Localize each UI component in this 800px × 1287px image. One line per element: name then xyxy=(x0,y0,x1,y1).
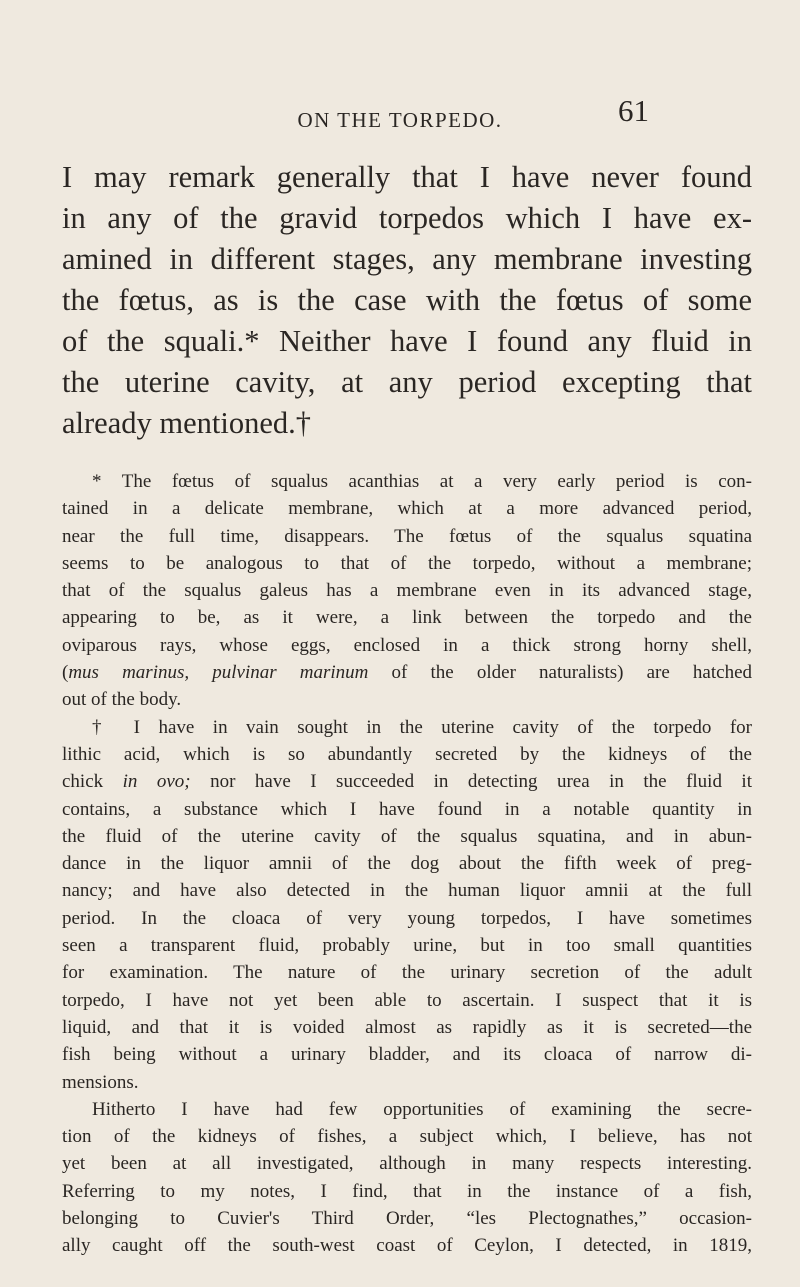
footnote-line: that of the squalus galeus has a membrane even in its advanced stage, xyxy=(62,580,752,602)
footnote-dagger xyxy=(62,714,752,1260)
text-line: I may remark generally that I have never found xyxy=(62,160,752,194)
text-line: the fœtus, as is the case with the fœtus of some xyxy=(62,283,752,317)
footnote-line: torpedo, I have not yet been able to ascertain. I suspect that it is xyxy=(62,989,752,1011)
text-line: in any of the gravid torpedos which I have ex- xyxy=(62,201,752,235)
footnotes xyxy=(62,468,752,1260)
footnote-line: for examination. The nature of the urinary secretion of the adult xyxy=(62,962,752,984)
footnote-line: lithic acid, which is so abundantly secreted by the kidneys of the xyxy=(62,743,752,765)
footnote-line: oviparous rays, whose eggs, enclosed in a thick strong horny shell, xyxy=(62,634,752,656)
footnote-line: tained in a delicate membrane, which at a more advanced period, xyxy=(62,498,752,520)
footnote-line: belonging to Cuvier's Third Order, “les Plectognathes,” occasion- xyxy=(62,1208,752,1230)
footnote-line: Hitherto I have had few opportunities of examining the secre- xyxy=(92,1098,752,1120)
footnote-line: nancy; and have also detected in the human liquor amnii at the full xyxy=(62,880,752,902)
footnote-line: fish being without a urinary bladder, and its cloaca of narrow di- xyxy=(62,1044,752,1066)
footnote-line xyxy=(62,768,752,795)
text-line: amined in different stages, any membrane investing xyxy=(62,242,752,276)
footnote-line: liquid, and that it is voided almost as rapidly as it is secreted—the xyxy=(62,1016,752,1038)
footnote-line: yet been at all investigated, although in many respects interesting. xyxy=(62,1153,752,1175)
footnote-line: seen a transparent fluid, probably urine, but in too small quantities xyxy=(62,935,752,957)
footnote-italic-text: mus marinus, pulvinar marinum xyxy=(68,662,369,684)
running-head: ON THE TORPEDO. xyxy=(297,108,503,132)
footnote-line: dance in the liquor amnii of the dog about the fifth week of preg- xyxy=(62,853,752,875)
footnote-line: near the full time, disappears. The fœtus of the squalus squatina xyxy=(62,525,752,547)
footnote-text: nor have I succeeded in detecting urea in the fluid it xyxy=(190,771,752,793)
footnote-line: the fluid of the uterine cavity of the squalus squatina, and in abun- xyxy=(62,825,752,847)
footnote-line: period. In the cloaca of very young torpedos, I have sometimes xyxy=(62,907,752,929)
footnote-line: out of the body. xyxy=(62,689,182,711)
footnote-line: † I have in vain sought in the uterine cavity of the torpedo for xyxy=(92,716,752,738)
footnote-asterisk xyxy=(62,468,752,714)
footnote-text: of the older naturalists) are hatched xyxy=(368,662,753,684)
footnote-line: ally caught off the south-west coast of Ceylon, I detected, in 1819, xyxy=(62,1235,752,1257)
page-number: 61 xyxy=(618,93,649,128)
text-line: the uterine cavity, at any period excepting that xyxy=(62,365,752,399)
text-line: of the squali.* Neither have I found any fluid in xyxy=(62,324,752,358)
footnote-line: * The fœtus of squalus acanthias at a very early period is con- xyxy=(92,471,752,492)
footnote-line: tion of the kidneys of fishes, a subject which, I believe, has not xyxy=(62,1126,752,1148)
footnote-text: chick xyxy=(62,771,123,793)
footnote-line: seems to be analogous to that of the torpedo, without a membrane; xyxy=(62,552,752,574)
footnote-line: appearing to be, as it were, a link between the torpedo and the xyxy=(62,607,752,629)
footnote-line: mensions. xyxy=(62,1071,139,1093)
main-paragraph xyxy=(62,157,752,444)
footnote-line: contains, a substance which I have found in a notable quantity in xyxy=(62,798,752,820)
text-line: already mentioned.† xyxy=(62,406,311,440)
footnote-text: ( xyxy=(62,662,69,684)
footnote-line: Referring to my notes, I find, that in the instance of a fish, xyxy=(62,1180,752,1202)
footnote-line xyxy=(62,659,752,686)
footnote-italic-text: in ovo; xyxy=(122,771,191,793)
